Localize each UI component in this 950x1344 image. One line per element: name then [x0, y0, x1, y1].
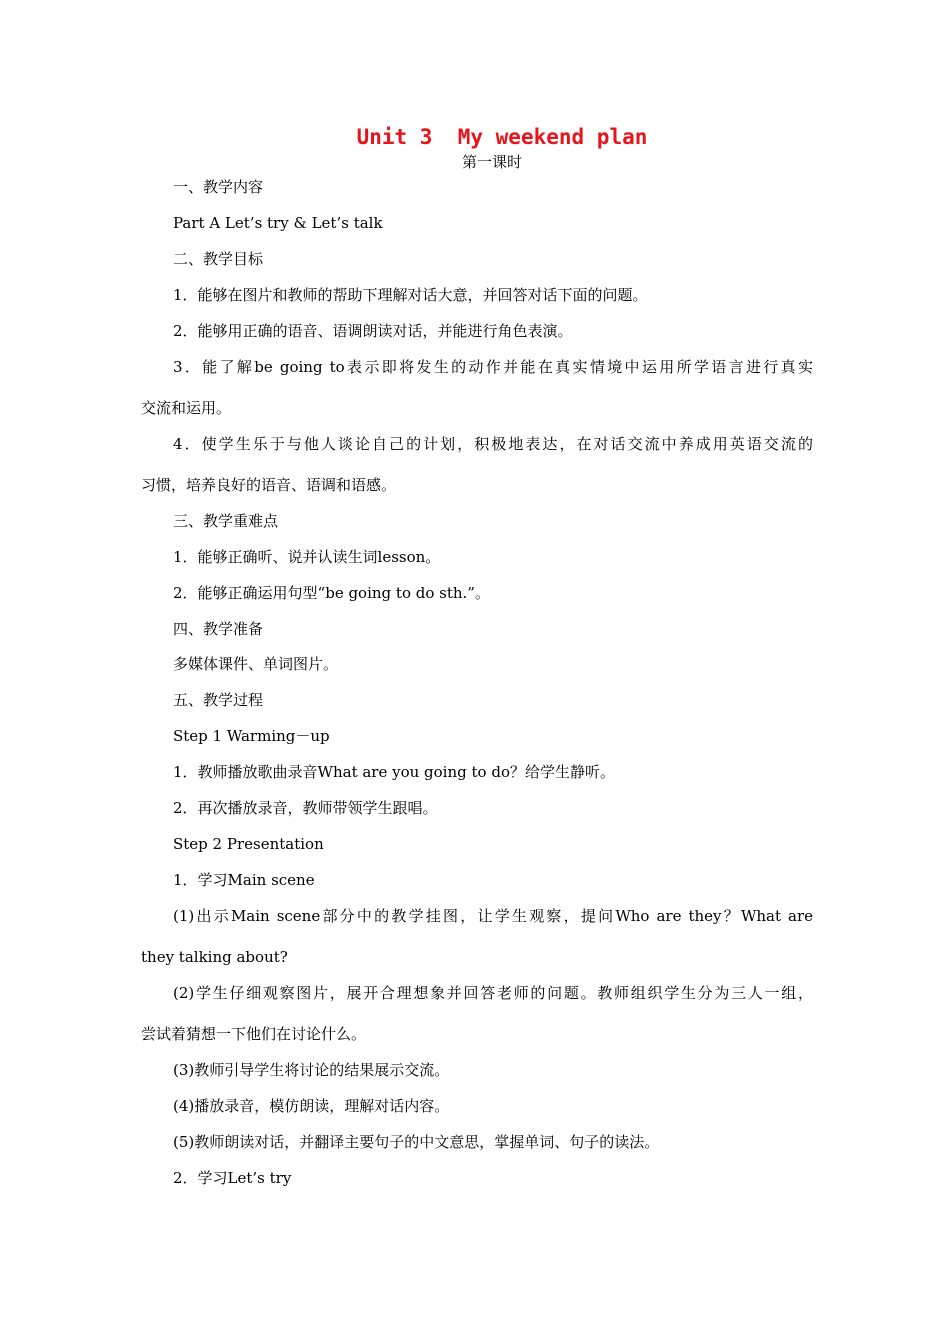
- step-2-sub-4: (4)播放录音，模仿朗读，理解对话内容。: [173, 1097, 450, 1115]
- step-2-sub-1-line-2: they talking about?: [141, 948, 288, 966]
- step-2-item-1: 1．学习Main scene: [173, 871, 315, 889]
- goal-item-4-line-2: 习惯，培养良好的语音、语调和语感。: [141, 476, 397, 494]
- goal-item-3-line-1: 3．能了解be going to表示即将发生的动作并能在真实情境中运用所学语言进行真实: [173, 358, 813, 376]
- document-title: Unit 3 My weekend plan: [356, 125, 648, 149]
- step-2-sub-2-line-2: 尝试着猜想一下他们在讨论什么。: [141, 1025, 367, 1043]
- section-heading-process: 五、教学过程: [173, 691, 264, 709]
- content-text: Part A Let’s try & Let’s talk: [173, 214, 383, 232]
- section-heading-goals: 二、教学目标: [173, 250, 264, 268]
- goal-item-2: 2．能够用正确的语音、语调朗读对话，并能进行角色表演。: [173, 322, 573, 340]
- section-heading-key-points: 三、教学重难点: [173, 512, 279, 530]
- step-1-item-1: 1．教师播放歌曲录音What are you going to do？给学生静听。: [173, 763, 615, 781]
- step-2-sub-3: (3)教师引导学生将讨论的结果展示交流。: [173, 1061, 450, 1079]
- key-point-1: 1．能够正确听、说并认读生词lesson。: [173, 548, 441, 566]
- key-point-2: 2．能够正确运用句型“be going to do sth.”。: [173, 584, 490, 602]
- step-1-heading: Step 1 Warming－up: [173, 727, 330, 745]
- preparation-text: 多媒体课件、单词图片。: [173, 655, 339, 673]
- step-2-sub-2-line-1: (2)学生仔细观察图片，展开合理想象并回答老师的问题。教师组织学生分为三人一组，: [173, 984, 813, 1002]
- goal-item-4-line-1: 4．使学生乐于与他人谈论自己的计划，积极地表达，在对话交流中养成用英语交流的: [173, 435, 813, 453]
- step-1-item-2: 2．再次播放录音，教师带领学生跟唱。: [173, 799, 438, 817]
- step-2-sub-1-line-1: (1)出示Main scene部分中的教学挂图，让学生观察，提问Who are they？What are: [173, 907, 813, 925]
- step-2-item-2: 2．学习Let’s try: [173, 1169, 292, 1187]
- section-heading-preparation: 四、教学准备: [173, 620, 264, 638]
- goal-item-1: 1．能够在图片和教师的帮助下理解对话大意，并回答对话下面的问题。: [173, 286, 648, 304]
- lesson-subtitle: 第一课时: [461, 153, 522, 171]
- goal-item-3-line-2: 交流和运用。: [141, 399, 232, 417]
- step-2-sub-5: (5)教师朗读对话，并翻译主要句子的中文意思，掌握单词、句子的读法。: [173, 1133, 660, 1151]
- section-heading-content: 一、教学内容: [173, 178, 264, 196]
- step-2-heading: Step 2 Presentation: [173, 835, 324, 853]
